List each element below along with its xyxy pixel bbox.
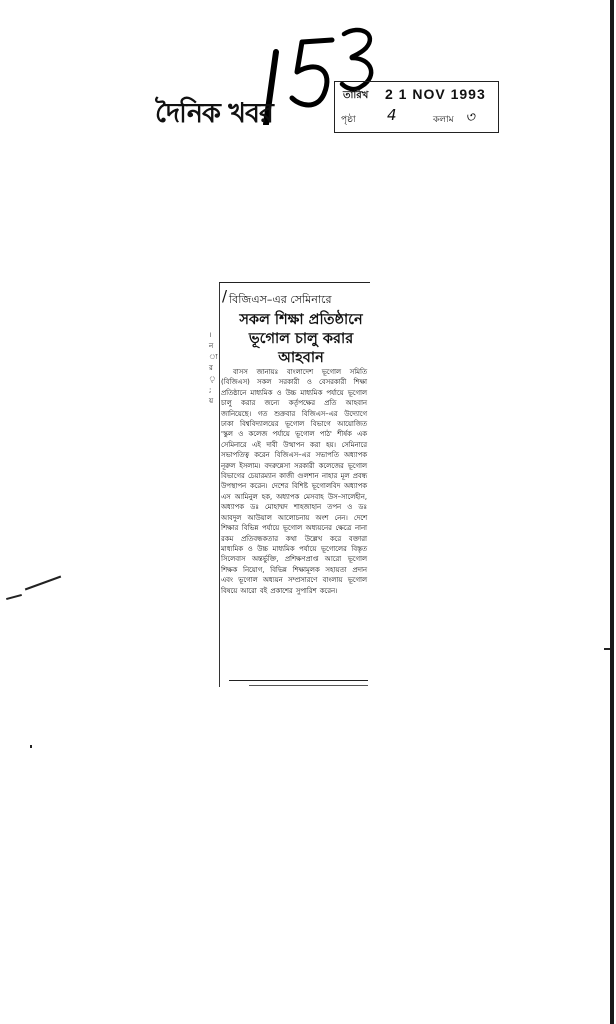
clipping-article <box>221 367 367 596</box>
news-clipping <box>219 282 370 712</box>
clipping-kicker: বিজিএস–এর সেমিনারে <box>229 293 332 306</box>
stamp-column-label: কলাম <box>433 115 454 125</box>
stamp-page-label: পৃষ্ঠা <box>341 115 356 125</box>
scan-speck <box>604 648 610 650</box>
stamp-page-value: 4 <box>387 106 397 124</box>
headline-line: আহবান <box>278 349 324 366</box>
date-stamp <box>334 81 499 133</box>
stamp-date-label: তারিখ <box>343 90 369 101</box>
headline-line: সকল শিক্ষা প্রতিষ্ঠানে <box>239 311 363 328</box>
headline-line: ভূগোল চালু করার <box>248 330 354 347</box>
clipping-top-rule <box>219 282 370 283</box>
stamp-column-value: ৩ <box>465 108 475 126</box>
scan-speck <box>30 745 32 748</box>
scan-speck <box>25 576 61 591</box>
newspaper-name: দৈনিক খবর <box>155 98 273 129</box>
clipping-headline <box>233 310 369 367</box>
scan-speck <box>6 594 22 600</box>
stamp-date: 2 1 NOV 1993 <box>385 86 486 102</box>
scan-edge <box>610 0 614 1024</box>
article-body: বাসস জানায়ঃ বাংলাদেশ ভূগোল সমিতি (বিজিএস) সকল সরকারী ও বেসরকারী শিক্ষা প্রতিষ্ঠানে মাধ্যমিক ও উচ্চ মাধ্যমিক পর্যায়ে ভূগোল চালু করার জন্যে কর্তৃপক্ষের প্রতি আহবান জানিয়েছে। গত শুক্রবার বিজিএস–এর উদ্যোগে ঢাকা বিশ্ববিদ্যালয়ের ভূগোল বিভাগে আয়োজিত 'স্কুল ও কলেজ পর্যায়ে ভূগোল পাঠ' শীর্ষক এক সেমিনারে এই দাবী উত্থাপন করা হয়। সেমিনারে সভাপতিত্ব করেন বিজিএস–এর সভাপতি অধ্যাপক নূরুল ইসলাম। বদরুন্নেসা সরকারী কলেজের ভূগোল বিভাগের চেয়ারম্যান কাজী গুলশান নাহার মূল প্রবন্ধ উপস্থাপন করেন। দেশের বিশিষ্ট ভূগোলবিদ অধ্যাপক এস আমিনুল হক, অধ্যাপক মেসবাহ উস–সালেহীন, অধ্যাপক ডঃ মোহাম্মদ শাহজাহান তপন ও ডঃ আবদুল আউয়াল আলোচনায় অংশ নেন। দেশে শিক্ষার বিভিন্ন পর্যায়ে ভূগোল অধ্যয়নের ক্ষেত্রে নানা রকম প্রতিবন্ধকতার কথা উল্লেখ করে বক্তারা মাধ্যমিক ও উচ্চ মাধ্যমিক পর্যায়ে ভূগোলের বিস্তৃত সিলেবাস অন্তর্ভুক্তি, প্রশিক্ষণপ্রাপ্ত আরো ভূগোল শিক্ষক নিয়োগ, বিভিন্ন শিক্ষামূলক সহায়তা প্রদান এবং ভূগোল অধ্যয়ন সম্প্রসারণে বাংলায় ভূগোল বিষয়ে আরো বই প্রকাশের সুপারিশ করেন। <box>221 368 367 595</box>
kicker-slash: / <box>222 287 228 305</box>
clipping-bottom-rule-2 <box>249 685 368 686</box>
adjacent-column-fragment: । ন া র ৃ ; য় <box>209 331 218 405</box>
clipping-bottom-rule <box>229 680 368 681</box>
